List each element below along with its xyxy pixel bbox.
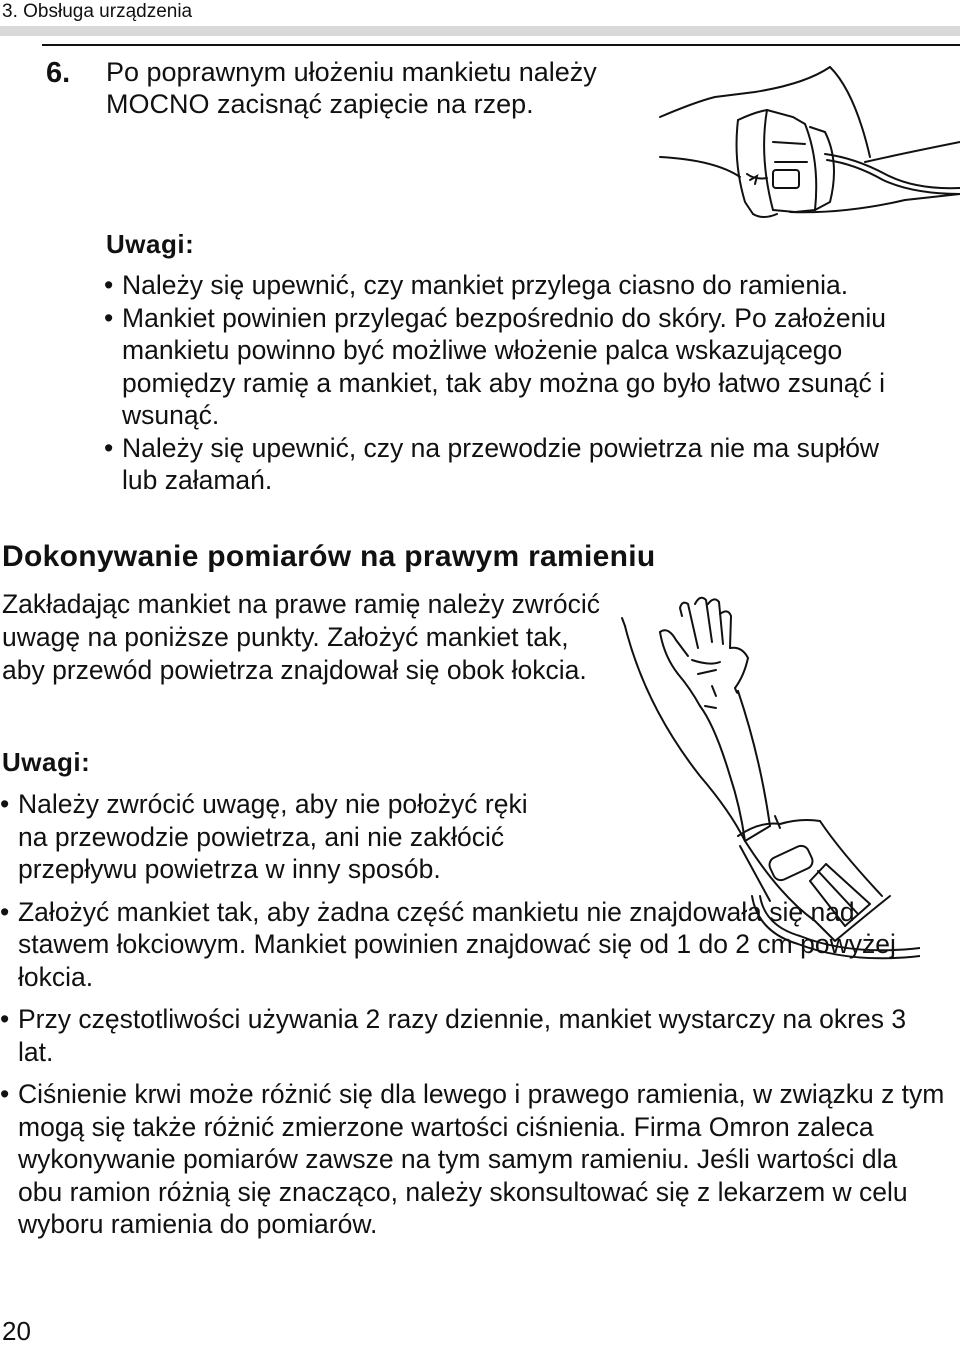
note-item: • Przy częstotliwości używania 2 razy dziennie, mankiet wystarczy na okres 3 lat. — [0, 1003, 945, 1068]
header-bar — [0, 26, 960, 36]
note-item: • Założyć mankiet tak, aby żadna część mankietu nie znajdowała się nad stawem łokciowym. Mankiet powinien znajdować się od 1 do 2 cm powyżej łokcia. — [0, 896, 945, 994]
note-item: • Należy się upewnić, czy mankiet przylega ciasno do ramienia. — [104, 269, 944, 302]
step-number: 6. — [46, 57, 71, 89]
page-number: 20 — [2, 1316, 31, 1346]
notes-list-2 — [0, 788, 945, 1241]
notes-list — [104, 269, 944, 497]
step-divider — [42, 44, 960, 46]
note-item: • Mankiet powinien przylegać bezpośrednio do skóry. Po założeniu mankietu powinno być możliwe włożenie palca wskazującego pomiędzy ramię a mankiet, tak aby można go było łatwo zsunąć i wsunąć. — [104, 302, 944, 432]
note-item: • Należy zwrócić uwagę, aby nie położyć ręki na przewodzie powietrza, ani nie zakłócić przepływu powietrza w inny sposób. — [0, 788, 538, 886]
section-intro: Zakładając mankiet na prawe ramię należy zwrócić uwagę na poniższe punkty. Założyć mankiet tak, aby przewód powietrza znajdował się obok łokcia. — [2, 589, 600, 685]
note-item: • Należy się upewnić, czy na przewodzie powietrza nie ma supłów lub załamań. — [104, 432, 902, 497]
chapter-header: 3. Obsługa urządzenia — [2, 1, 193, 22]
note-item: • Ciśnienie krwi może różnić się dla lewego i prawego ramienia, w związku z tym mogą się także różnić zmierzone wartości ciśnienia. Firma Omron zaleca wykonywanie pomiarów zawsze na tym samym ramieniu. Jeśli wartości dla obu ramion różnią się znacząco, należy skonsultować się z lekarzem w celu wyboru ramienia do pomiarów. — [0, 1078, 945, 1241]
notes-title-2: Uwagi: — [2, 747, 91, 777]
section-title: Dokonywanie pomiarów na prawym ramieniu — [2, 540, 656, 573]
step-instruction: Po poprawnym ułożeniu mankietu należy MOCNO zacisnąć zapięcie na rzep. — [106, 57, 597, 119]
notes-title: Uwagi: — [106, 229, 195, 259]
cuff-tightening-illustration — [655, 62, 960, 222]
